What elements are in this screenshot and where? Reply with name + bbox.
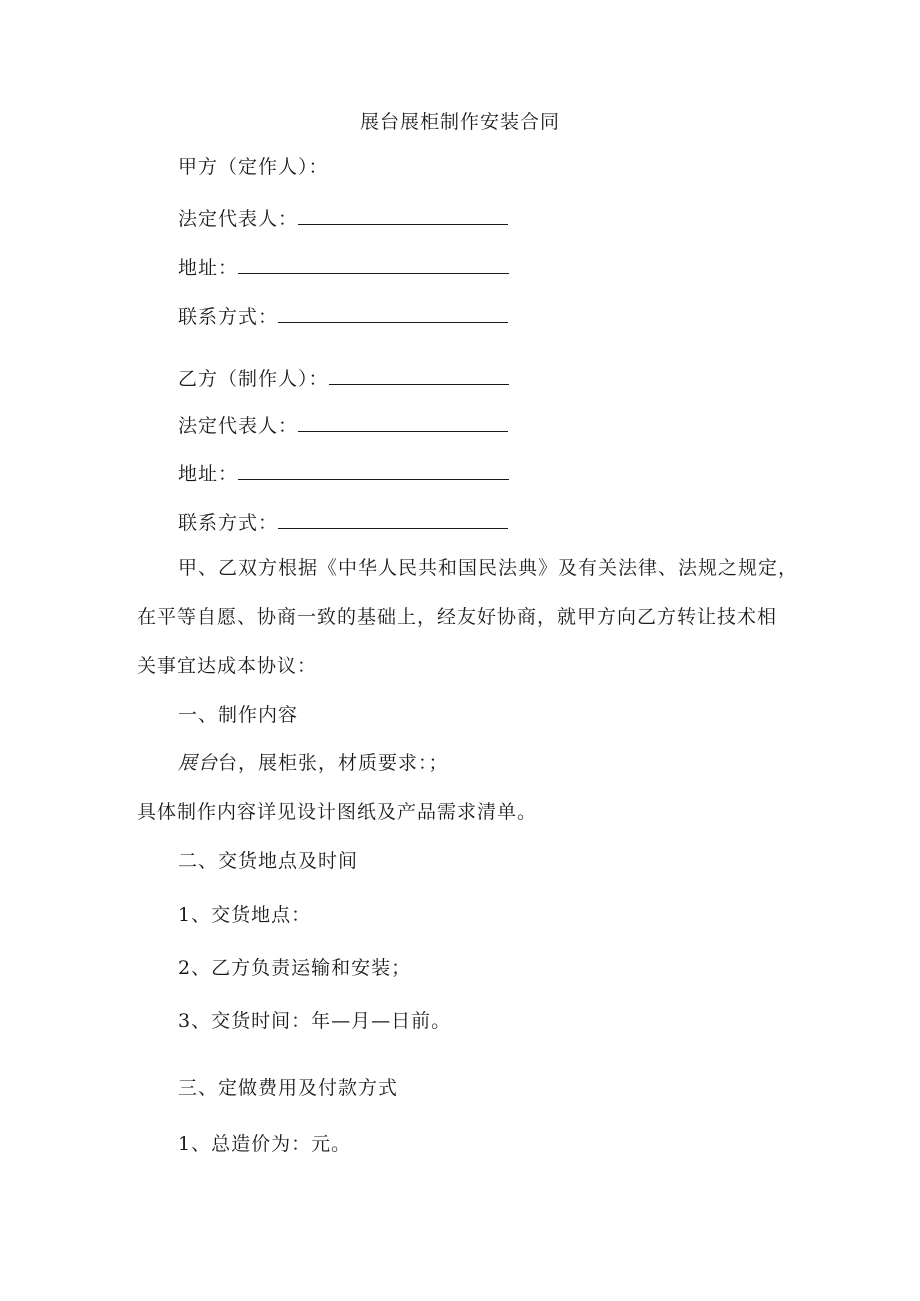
party-b-address-row bbox=[178, 459, 509, 486]
intro-line-2: 在平等自愿、协商一致的基础上，经友好协商，就甲方向乙方转让技术相 bbox=[137, 606, 778, 628]
party-a-heading: 甲方（定作人）： bbox=[178, 156, 329, 178]
party-b-legal-rep-blank bbox=[298, 411, 508, 432]
party-b-contact-label: 联系方式： bbox=[178, 512, 279, 534]
party-a-contact-label: 联系方式： bbox=[178, 306, 279, 328]
section2-item-3: 3、交货时间：年—月—日前。 bbox=[178, 1010, 452, 1032]
party-b-heading-row bbox=[178, 364, 509, 391]
section1-heading: 一、制作内容 bbox=[178, 704, 299, 726]
party-a-legal-rep-blank bbox=[298, 204, 508, 225]
party-b-contact-row bbox=[178, 508, 508, 535]
intro-line-1: 甲、乙双方根据《中华人民共和国民法典》及有关法律、法规之规定， bbox=[178, 557, 799, 579]
party-a-contact-row bbox=[178, 302, 508, 329]
section1-item-italic: 展台 bbox=[178, 752, 219, 774]
section1-detail: 具体制作内容详见设计图纸及产品需求清单。 bbox=[137, 801, 538, 823]
section1-item bbox=[178, 751, 449, 775]
section2-heading: 二、交货地点及时间 bbox=[178, 850, 359, 872]
party-a-address-row bbox=[178, 253, 509, 280]
party-a-address-blank bbox=[238, 253, 509, 274]
party-a-address-label: 地址： bbox=[178, 257, 239, 279]
party-b-address-label: 地址： bbox=[178, 463, 239, 485]
intro-line-3: 关事宜达成本协议： bbox=[137, 655, 318, 677]
party-b-name-blank bbox=[329, 364, 509, 385]
section2-item-1: 1、交货地点： bbox=[178, 904, 312, 926]
document-title: 展台展柜制作安装合同 bbox=[359, 111, 560, 133]
party-b-heading: 乙方（制作人）： bbox=[178, 368, 329, 390]
section2-item-2: 2、乙方负责运输和安装； bbox=[178, 957, 412, 979]
party-a-legal-rep-row bbox=[178, 204, 508, 231]
party-a-legal-rep-label: 法定代表人： bbox=[178, 208, 299, 230]
party-a-contact-blank bbox=[278, 302, 508, 323]
party-b-address-blank bbox=[238, 459, 509, 480]
section1-item-rest: 台，展柜张，材质要求：； bbox=[218, 752, 449, 774]
section3-heading: 三、定做费用及付款方式 bbox=[178, 1077, 399, 1099]
party-b-contact-blank bbox=[278, 508, 508, 529]
party-b-legal-rep-row bbox=[178, 411, 508, 438]
section3-item-1: 1、总造价为：元。 bbox=[178, 1133, 352, 1155]
party-b-legal-rep-label: 法定代表人： bbox=[178, 415, 299, 437]
